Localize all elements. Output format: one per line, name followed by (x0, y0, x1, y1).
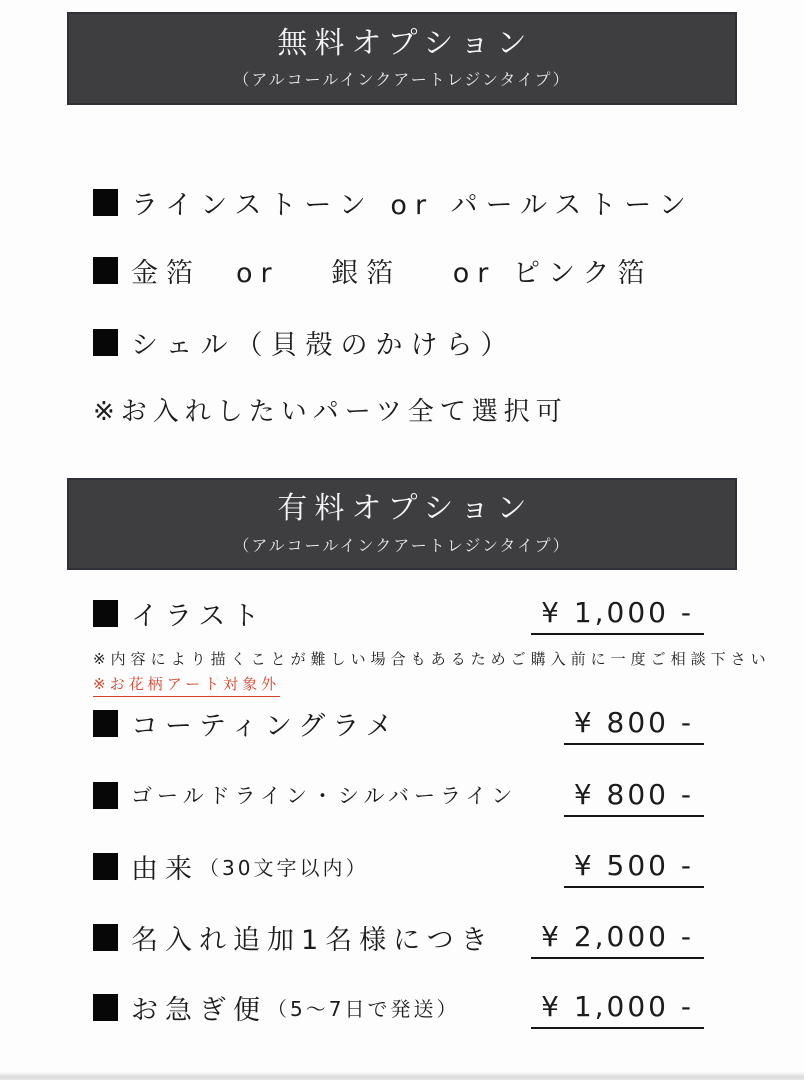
paid-option-row (93, 915, 704, 959)
price-value: ¥ 800 - (564, 706, 704, 745)
square-bullet-icon (93, 994, 118, 1021)
price-value: ¥ 1,000 - (531, 990, 704, 1029)
illustration-note-excluded: ※お花柄アート対象外 (93, 673, 280, 697)
free-options-banner (67, 12, 737, 105)
paid-option-label: 名入れ追加1名様につき (131, 924, 495, 956)
paid-options-banner (67, 478, 737, 570)
paid-options-subtitle: （アルコールインクアートレジンタイプ） (233, 535, 571, 555)
paid-option-row (93, 985, 704, 1029)
free-option-row (93, 320, 515, 364)
illustration-note: ※内容により描くことが難しい場合もあるためご購入前に一度ご相談下さい (93, 650, 771, 668)
price-value: ¥ 1,000 - (531, 596, 704, 635)
square-bullet-icon (93, 257, 118, 284)
free-option-label: ラインストーン or パールストーン (131, 189, 694, 221)
paid-option-label: コーティングラメ (131, 710, 400, 742)
paid-option-label: 由来 (131, 853, 199, 885)
price-value: ¥ 2,000 - (531, 920, 704, 959)
free-options-subtitle: （アルコールインクアートレジンタイプ） (233, 70, 571, 90)
square-bullet-icon (93, 600, 118, 627)
paid-option-label: お急ぎ便 (131, 994, 267, 1026)
square-bullet-icon (93, 710, 118, 737)
paid-option-row (93, 591, 704, 635)
free-options-note: ※お入れしたいパーツ全て選択可 (93, 396, 568, 427)
paid-option-row (93, 844, 704, 888)
paid-option-row (93, 701, 704, 745)
free-options-title: 無料オプション (277, 25, 534, 61)
paid-option-row (93, 773, 704, 817)
paid-option-sublabel: （5～7日で発送） (267, 996, 460, 1021)
paid-option-sublabel: （30文字以内） (199, 855, 369, 880)
price-value: ¥ 800 - (564, 778, 704, 817)
square-bullet-icon (93, 782, 118, 809)
paid-option-label: ゴールドライン・シルバーライン (131, 784, 518, 808)
bottom-page-edge (0, 1072, 804, 1080)
free-option-row (93, 248, 652, 292)
free-option-label: シェル（貝殻のかけら） (131, 329, 516, 361)
price-value: ¥ 500 - (564, 849, 704, 888)
paid-options-title: 有料オプション (277, 491, 534, 527)
free-option-row (93, 180, 694, 224)
square-bullet-icon (93, 189, 118, 216)
free-option-label: 金箔 or 銀箔 or ピンク箔 (131, 257, 653, 289)
square-bullet-icon (93, 329, 118, 356)
square-bullet-icon (93, 853, 118, 880)
paid-option-label: イラスト (131, 600, 267, 632)
square-bullet-icon (93, 924, 118, 951)
